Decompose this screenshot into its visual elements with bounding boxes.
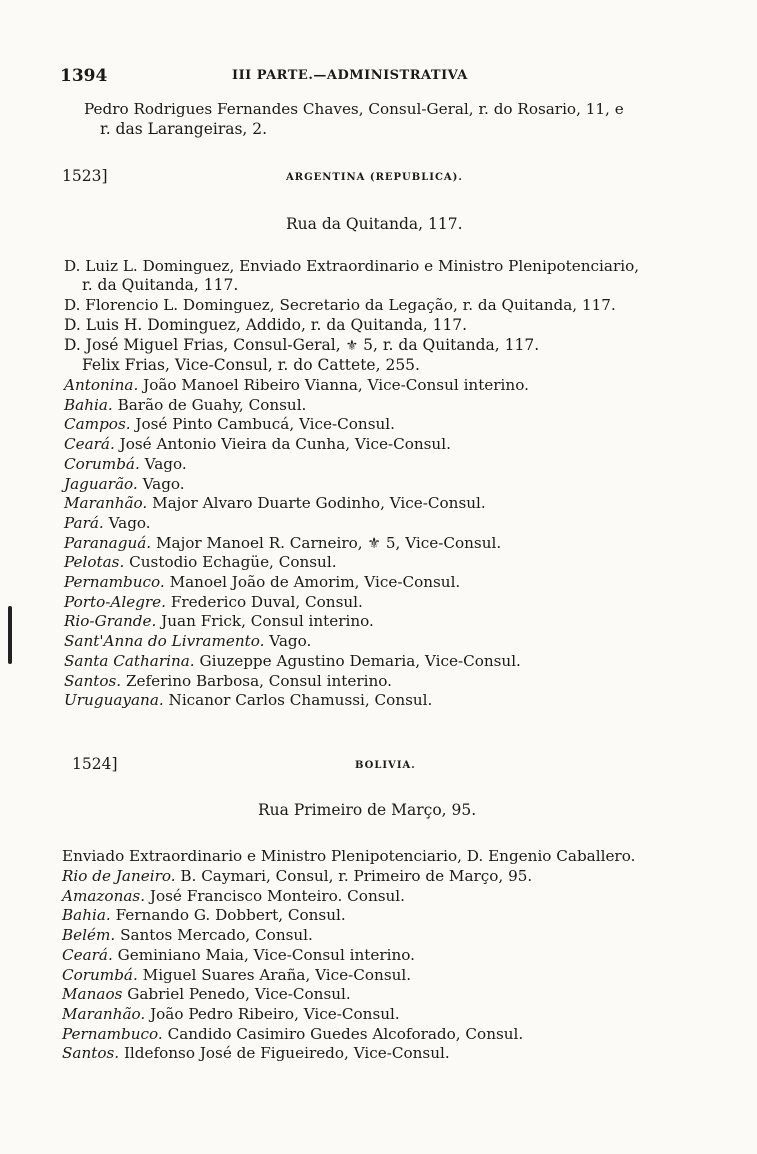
- section-number-bolivia: 1524]: [72, 755, 118, 773]
- consul-text: Geminiano Maia, Vice-Consul interino.: [117, 945, 415, 964]
- official-line-felix: Felix Frias, Vice-Consul, r. do Cattete, 255.: [82, 356, 420, 374]
- list-item: [62, 945, 415, 965]
- consul-text: José Francisco Monteiro. Consul.: [149, 886, 405, 905]
- top-entry-line-2: r. das Larangeiras, 2.: [100, 120, 268, 138]
- list-item: [64, 513, 151, 533]
- place-name: Pernambuco.: [64, 573, 165, 591]
- official-line: r. da Quitanda, 117.: [82, 276, 239, 294]
- official-line-frias: [64, 335, 539, 356]
- list-item: [62, 1004, 400, 1024]
- place-name: Santa Catharina.: [64, 651, 195, 670]
- list-item: [64, 454, 187, 474]
- consul-text: João Pedro Ribeiro, Vice-Consul.: [150, 1004, 400, 1023]
- list-item: [64, 572, 460, 592]
- official-line: D. Luis H. Dominguez, Addido, r. da Quitanda, 117.: [64, 316, 468, 334]
- place-name: Antonina.: [64, 376, 139, 394]
- address-argentina: Rua da Quitanda, 117.: [286, 215, 463, 233]
- list-item: [64, 552, 337, 572]
- place-name: Pernambuco.: [62, 1024, 163, 1043]
- list-item: [64, 690, 432, 710]
- list-item: [64, 592, 363, 612]
- address-bolivia: Rua Primeiro de Março, 95.: [258, 801, 477, 819]
- list-item: [64, 395, 306, 415]
- place-name: Maranhão.: [64, 494, 148, 513]
- consul-text: Custodio Echagüe, Consul.: [129, 553, 337, 572]
- place-name: Bahia.: [64, 395, 113, 414]
- consul-text: Giuzeppe Agustino Demaria, Vice-Consul.: [199, 651, 521, 670]
- list-item: [64, 651, 521, 671]
- envoy-line-bolivia: Enviado Extraordinario e Ministro Plenipotenciario, D. Engenio Caballero.: [62, 847, 636, 865]
- place-name: Ceará.: [64, 435, 115, 454]
- consul-text: Barão de Guahy, Consul.: [117, 395, 307, 414]
- consul-text: Frederico Duval, Consul.: [170, 592, 363, 611]
- consul-text: Candido Casimiro Guedes Alcoforado, Consul.: [167, 1024, 524, 1043]
- section-title-bolivia: BOLIVIA.: [355, 760, 416, 771]
- place-name: Maranhão.: [62, 1004, 146, 1023]
- consul-text: Major Alvaro Duarte Godinho, Vice-Consul.: [152, 494, 486, 513]
- consul-text: B. Caymari, Consul, r. Primeiro de Março, 95.: [180, 867, 533, 885]
- list-item: [62, 866, 532, 886]
- order-rose-icon: ⚜: [345, 338, 359, 354]
- list-item: [64, 533, 501, 553]
- consul-text: João Manoel Ribeiro Vianna, Vice-Consul interino.: [143, 376, 529, 394]
- list-item: [64, 434, 451, 454]
- place-name: Belém.: [62, 926, 116, 945]
- section-number-argentina: 1523]: [62, 167, 108, 185]
- list-item: [62, 984, 351, 1004]
- consul-text: Nicanor Carlos Chamussi, Consul.: [168, 691, 433, 710]
- consul-text: Vago.: [142, 474, 185, 493]
- place-name: Jaguarão.: [64, 474, 138, 493]
- place-name: Sant'Anna do Livramento.: [64, 632, 265, 651]
- list-item: [64, 611, 374, 631]
- place-name: Santos.: [64, 671, 122, 690]
- place-name: Pelotas.: [64, 553, 125, 572]
- place-name: Amazonas.: [62, 886, 146, 905]
- list-item: [64, 375, 529, 395]
- list-item: [62, 925, 313, 945]
- consul-text: Juan Frick, Consul interino.: [161, 612, 374, 631]
- place-name: Rio de Janeiro.: [62, 867, 176, 885]
- place-name: Corumbá.: [62, 965, 138, 984]
- place-name: Bahia.: [62, 906, 111, 925]
- place-name: Pará.: [64, 513, 104, 532]
- consul-text: Vago.: [108, 513, 151, 532]
- running-title: III PARTE.—ADMINISTRATIVA: [232, 68, 468, 83]
- official-line: D. Florencio L. Dominguez, Secretario da Legação, r. da Quitanda, 117.: [64, 296, 616, 314]
- frias-text: D. José Miguel Frias, Consul-Geral,: [64, 336, 341, 354]
- consul-text: Vago.: [269, 632, 312, 651]
- place-name: Paranaguá.: [64, 533, 152, 552]
- list-item: [64, 474, 185, 494]
- section-title-argentina: ARGENTINA (REPUBLICA).: [286, 172, 463, 183]
- consul-text: Ildefonso José de Figueiredo, Vice-Consul.: [123, 1044, 450, 1063]
- margin-ink-mark: [8, 606, 12, 664]
- place-name: Porto-Alegre.: [64, 592, 166, 611]
- place-name: Campos.: [64, 415, 131, 434]
- list-item: [64, 671, 392, 691]
- list-item: [62, 965, 411, 985]
- consul-text: Miguel Suares Araña, Vice-Consul.: [142, 965, 412, 984]
- consul-text: José Pinto Cambucá, Vice-Consul.: [135, 415, 395, 434]
- place-name: Santos.: [62, 1044, 120, 1063]
- consul-text: José Antonio Vieira da Cunha, Vice-Consul.: [119, 435, 451, 454]
- place-name: Ceará.: [62, 945, 113, 964]
- consul-text: Major Manoel R. Carneiro, ⚜ 5, Vice-Consul.: [155, 533, 502, 552]
- list-item: [64, 493, 486, 513]
- list-item: [64, 631, 311, 651]
- consul-text: Fernando G. Dobbert, Consul.: [115, 906, 346, 925]
- page-number: 1394: [60, 66, 108, 86]
- list-item: [62, 886, 405, 906]
- list-item: [62, 1024, 523, 1044]
- top-entry-line-1: Pedro Rodrigues Fernandes Chaves, Consul-Geral, r. do Rosario, 11, e: [84, 100, 624, 118]
- consul-text: Gabriel Penedo, Vice-Consul.: [127, 985, 351, 1004]
- place-name: Uruguayana.: [64, 691, 164, 710]
- place-name: Manaos: [62, 985, 123, 1004]
- consul-text: Vago.: [144, 454, 187, 473]
- official-line: D. Luiz L. Dominguez, Enviado Extraordinario e Ministro Plenipotenciario,: [64, 257, 640, 275]
- frias-address: 5, r. da Quitanda, 117.: [363, 336, 540, 354]
- consul-text: Santos Mercado, Consul.: [120, 926, 313, 945]
- place-name: Corumbá.: [64, 454, 140, 473]
- list-item: [62, 905, 346, 925]
- list-item: [62, 1043, 450, 1063]
- list-item: [64, 414, 395, 434]
- consul-text: Zeferino Barbosa, Consul interino.: [125, 671, 392, 690]
- consul-text: Manoel João de Amorim, Vice-Consul.: [169, 573, 461, 591]
- place-name: Rio-Grande.: [64, 612, 157, 631]
